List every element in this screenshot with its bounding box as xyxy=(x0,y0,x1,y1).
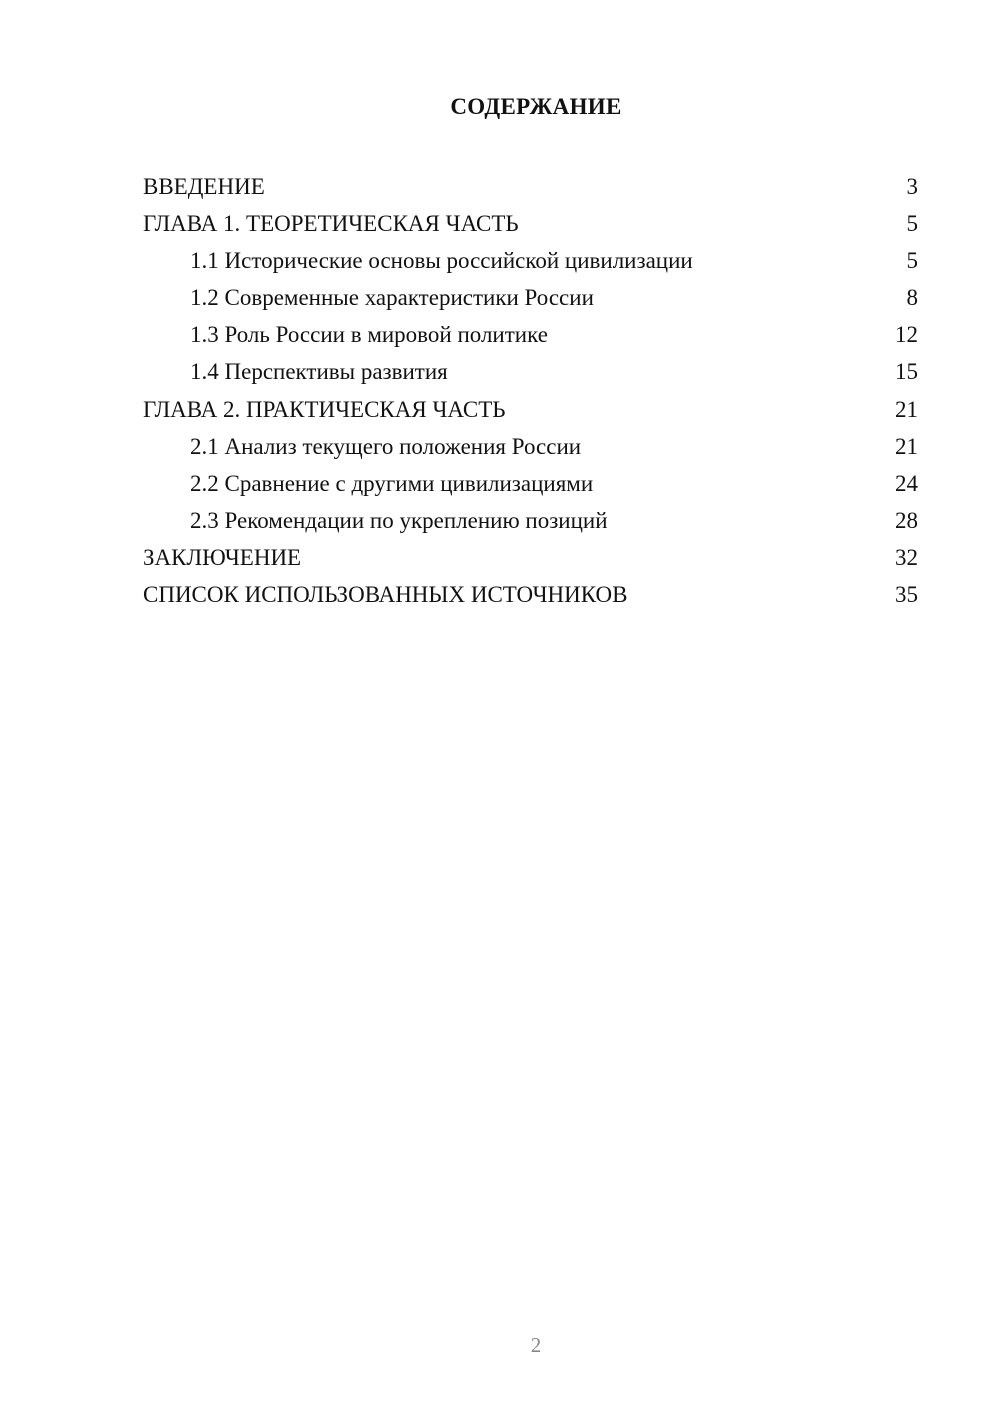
toc-entry-page: 15 xyxy=(895,359,918,385)
toc-entry-conclusion[interactable] xyxy=(143,539,918,576)
toc-entry-label: 2.2 Сравнение с другими цивилизациями xyxy=(190,470,594,496)
page-number: 2 xyxy=(530,1333,542,1357)
toc-entry-page: 28 xyxy=(895,507,918,533)
toc-entry-section-1-3[interactable] xyxy=(143,316,918,353)
toc-entry-page: 21 xyxy=(895,433,918,459)
toc-entry-page: 8 xyxy=(906,285,918,311)
toc-entry-section-1-1[interactable] xyxy=(143,242,918,279)
toc-entry-label: 1.4 Перспективы развития xyxy=(190,359,448,385)
toc-entry-label: ГЛАВА 1. ТЕОРЕТИЧЕСКАЯ ЧАСТЬ xyxy=(143,211,519,237)
toc-entry-page: 21 xyxy=(895,396,918,422)
toc-entry-label: СПИСОК ИСПОЛЬЗОВАННЫХ ИСТОЧНИКОВ xyxy=(143,582,628,608)
toc-entry-introduction[interactable] xyxy=(143,168,918,205)
toc-entry-section-2-3[interactable] xyxy=(143,502,918,539)
toc-entry-page: 35 xyxy=(895,582,918,608)
toc-entry-section-1-4[interactable] xyxy=(143,353,918,390)
toc-entry-label: 2.1 Анализ текущего положения России xyxy=(190,433,582,459)
toc-entry-section-2-1[interactable] xyxy=(143,428,918,465)
toc-entry-page: 12 xyxy=(895,322,918,348)
toc-entry-label: 1.2 Современные характеристики России xyxy=(190,285,594,311)
toc-entry-page: 5 xyxy=(906,248,918,274)
toc-entry-label: 1.3 Роль России в мировой политике xyxy=(190,322,548,348)
toc-entry-section-2-2[interactable] xyxy=(143,465,918,502)
toc-entry-label: 2.3 Рекомендации по укреплению позиций xyxy=(190,507,608,533)
toc-entry-chapter-1[interactable] xyxy=(143,205,918,242)
toc-entry-page: 3 xyxy=(906,174,918,199)
toc-entry-label: ЗАКЛЮЧЕНИЕ xyxy=(143,544,302,570)
toc-entry-chapter-2[interactable] xyxy=(143,391,918,428)
toc-entry-label: 1.1 Исторические основы российской цивилизации xyxy=(190,248,693,274)
toc-title: СОДЕРЖАНИЕ xyxy=(450,94,622,119)
toc-entry-page: 5 xyxy=(906,211,918,237)
toc-entry-label: ВВЕДЕНИЕ xyxy=(143,174,265,199)
toc-entry-section-1-2[interactable] xyxy=(143,279,918,316)
toc-entry-page: 32 xyxy=(895,544,918,570)
toc-entry-page: 24 xyxy=(895,470,918,496)
toc-entry-label: ГЛАВА 2. ПРАКТИЧЕСКАЯ ЧАСТЬ xyxy=(143,396,506,422)
table-of-contents xyxy=(143,168,918,613)
toc-entry-references[interactable] xyxy=(143,576,918,613)
